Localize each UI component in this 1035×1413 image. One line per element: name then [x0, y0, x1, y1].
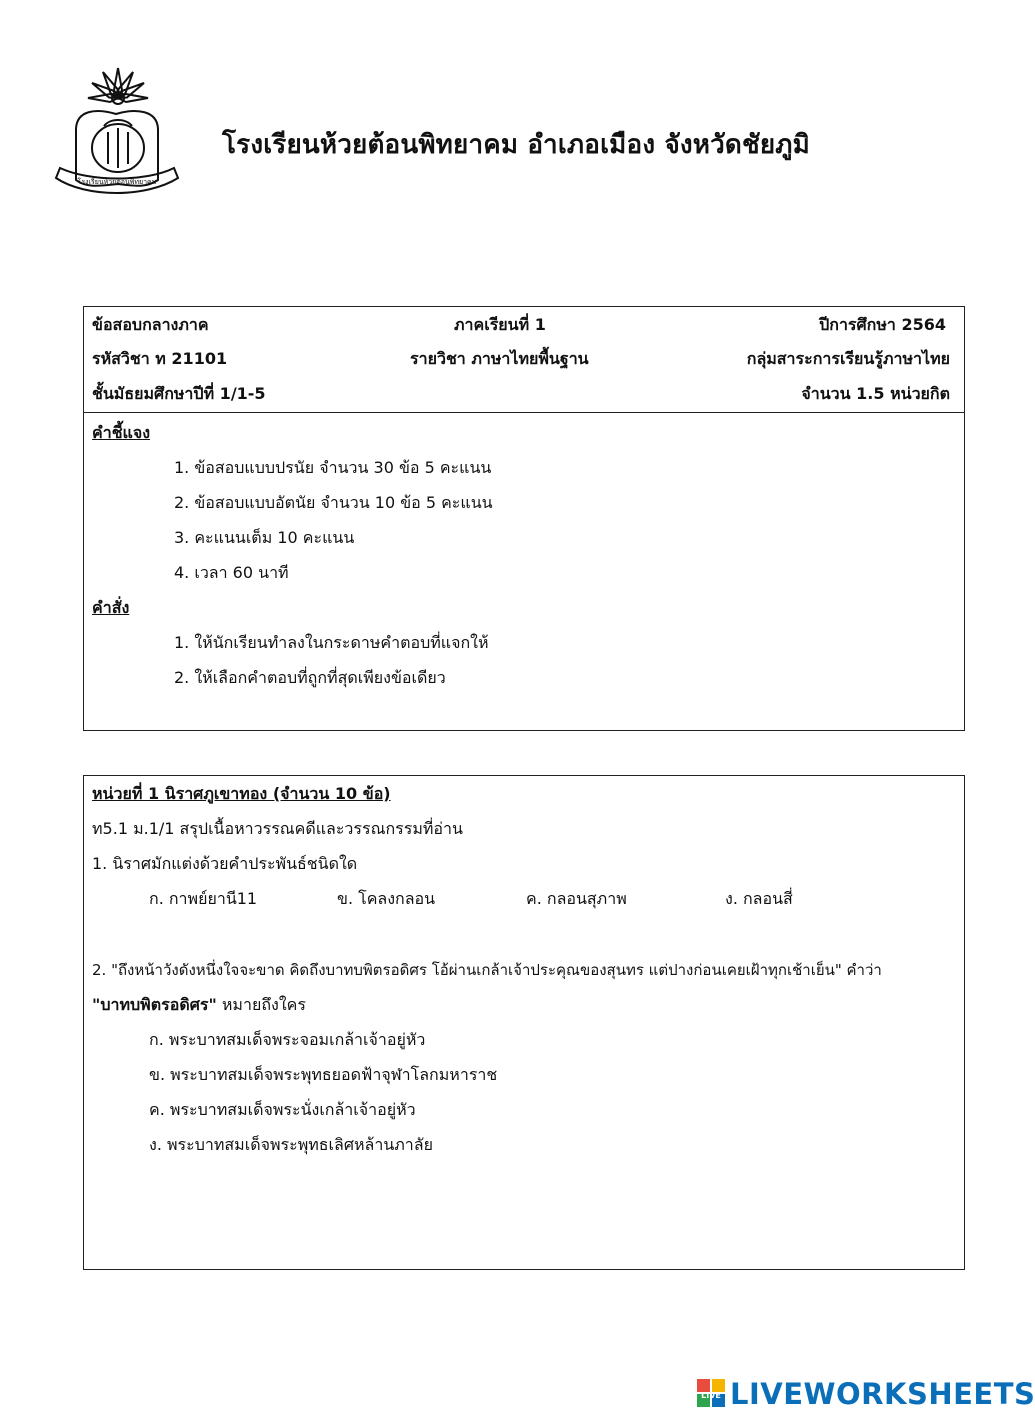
q2-choice-a: ก. พระบาทสมเด็จพระจอมเกล้าเจ้าอยู่หัว [149, 1030, 426, 1049]
exam-info-box [83, 306, 965, 731]
question-2: 2. "ถึงหน้าวังดังหนึ่งใจจะขาด คิดถึงบาทบพิตรอดิศร โอ้ผ่านเกล้าเจ้าประคุณของสุนทร แต่ปางก่อนเคยเฝ้าทุกเช้าเย็น" คำว่า [92, 961, 882, 979]
academic-year: ปีการศึกษา 2564 [819, 315, 946, 334]
explanation-item: 2. ข้อสอบแบบอัตนัย จำนวน 10 ข้อ 5 คะแนน [174, 493, 493, 512]
unit-heading: หน่วยที่ 1 นิราศภูเขาทอง (จำนวน 10 ข้อ) [92, 784, 391, 803]
question-2-continued [92, 993, 306, 1018]
question-2-tail: หมายถึงใคร [216, 995, 306, 1014]
question-2-keyword: "บาทบพิตรอดิศร" [92, 995, 217, 1014]
liveworksheets-logo-icon [696, 1378, 726, 1408]
q2-choice-c: ค. พระบาทสมเด็จพระนั่งเกล้าเจ้าอยู่หัว [149, 1100, 416, 1119]
subject-name: รายวิชา ภาษาไทยพื้นฐาน [410, 349, 589, 368]
q1-choice-b: ข. โคลงกลอน [337, 889, 436, 908]
instruction-item: 2. ให้เลือกคำตอบที่ถูกที่สุดเพียงข้อเดียว [174, 668, 446, 687]
explanation-heading: คำชี้แจง [92, 423, 151, 442]
subject-code: รหัสวิชา ท 21101 [92, 349, 228, 368]
learning-area: กลุ่มสาระการเรียนรู้ภาษาไทย [746, 349, 950, 368]
svg-text:โรงเรียนห้วยต้อนพิทยาคม: โรงเรียนห้วยต้อนพิทยาคม [77, 178, 157, 186]
semester: ภาคเรียนที่ 1 [454, 315, 546, 334]
liveworksheets-watermark[interactable]: LIVEWORKSHEETS [730, 1377, 1035, 1411]
q1-choice-d: ง. กลอนสี่ [725, 889, 793, 908]
exam-type: ข้อสอบกลางภาค [92, 315, 209, 334]
explanation-item: 4. เวลา 60 นาที [174, 563, 289, 582]
credits: จำนวน 1.5 หน่วยกิต [801, 384, 950, 403]
explanation-item: 1. ข้อสอบแบบปรนัย จำนวน 30 ข้อ 5 คะแนน [174, 458, 492, 477]
school-logo [46, 60, 186, 200]
exam-header [84, 307, 964, 413]
explanation-item: 3. คะแนนเต็ม 10 คะแนน [174, 528, 355, 547]
grade: ชั้นมัธยมศึกษาปีที่ 1/1-5 [92, 384, 266, 403]
instructions-heading: คำสั่ง [92, 598, 130, 617]
q1-choice-a: ก. กาพย์ยานี11 [149, 889, 258, 908]
svg-text:LIVE: LIVE [701, 1391, 721, 1400]
question-1: 1. นิราศมักแต่งด้วยคำประพันธ์ชนิดใด [92, 854, 358, 873]
unit-questions-box [83, 775, 965, 1270]
school-title: โรงเรียนห้วยต้อนพิทยาคม อำเภอเมือง จังหวัดชัยภูมิ [222, 130, 810, 160]
q2-choice-b: ข. พระบาทสมเด็จพระพุทธยอดฟ้าจุฬาโลกมหาราช [149, 1065, 498, 1084]
q2-choice-d: ง. พระบาทสมเด็จพระพุทธเลิศหล้านภาลัย [149, 1135, 433, 1154]
q1-choice-c: ค. กลอนสุภาพ [526, 889, 627, 908]
learning-standard: ท5.1 ม.1/1 สรุปเนื้อหาวรรณคดีและวรรณกรรมที่อ่าน [92, 819, 463, 838]
instruction-item: 1. ให้นักเรียนทำลงในกระดาษคำตอบที่แจกให้ [174, 633, 489, 652]
